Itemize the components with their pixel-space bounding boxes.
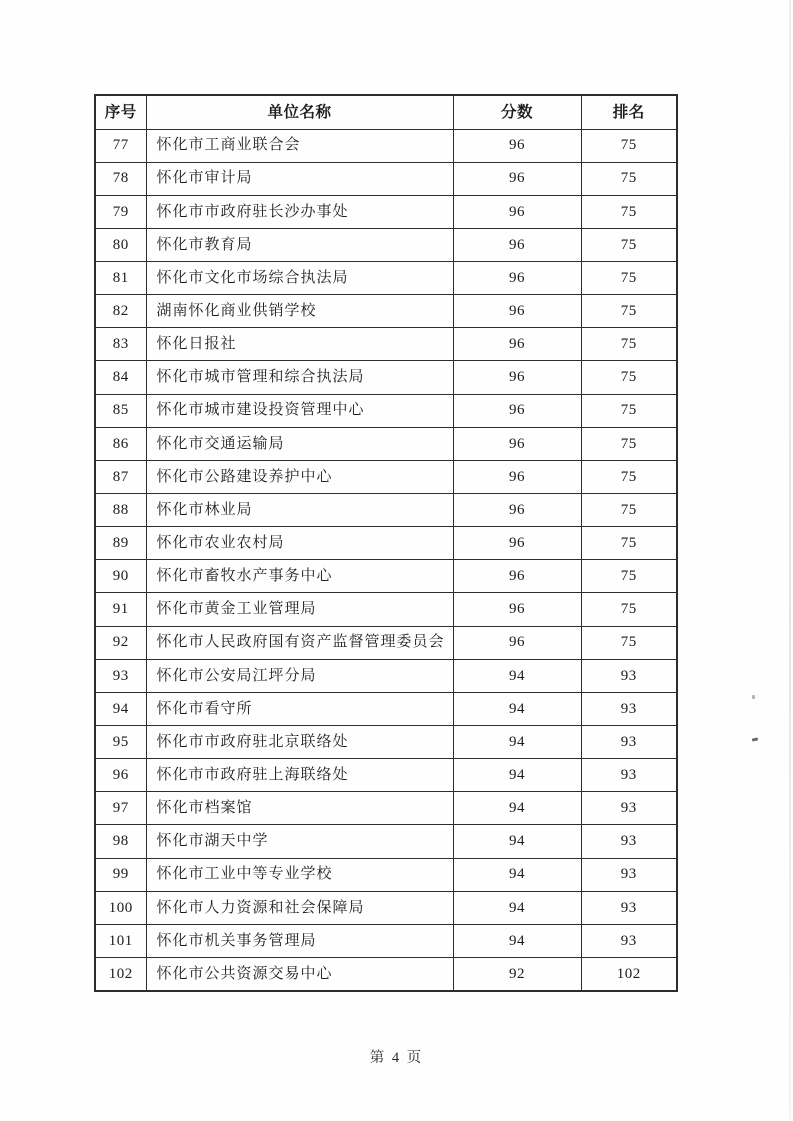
cell-rank: 75 — [581, 394, 677, 427]
col-header-score: 分数 — [453, 95, 581, 129]
cell-index: 85 — [95, 394, 146, 427]
table-row — [95, 494, 677, 527]
cell-unit-name: 怀化市市政府驻上海联络处 — [146, 759, 453, 792]
cell-index: 79 — [95, 195, 146, 228]
cell-index: 97 — [95, 792, 146, 825]
cell-index: 92 — [95, 626, 146, 659]
cell-rank: 75 — [581, 593, 677, 626]
cell-rank: 75 — [581, 427, 677, 460]
cell-unit-name: 怀化市审计局 — [146, 162, 453, 195]
cell-index: 78 — [95, 162, 146, 195]
cell-index: 100 — [95, 891, 146, 924]
cell-rank: 75 — [581, 129, 677, 162]
cell-score: 96 — [453, 427, 581, 460]
table-row — [95, 593, 677, 626]
cell-score: 94 — [453, 759, 581, 792]
cell-unit-name: 怀化市工商业联合会 — [146, 129, 453, 162]
table-row — [95, 361, 677, 394]
table-row — [95, 792, 677, 825]
cell-score: 96 — [453, 162, 581, 195]
cell-unit-name: 怀化市看守所 — [146, 692, 453, 725]
cell-rank: 93 — [581, 924, 677, 957]
cell-unit-name: 怀化市工业中等专业学校 — [146, 858, 453, 891]
cell-score: 96 — [453, 560, 581, 593]
cell-index: 90 — [95, 560, 146, 593]
cell-index: 98 — [95, 825, 146, 858]
cell-unit-name: 怀化市畜牧水产事务中心 — [146, 560, 453, 593]
cell-rank: 75 — [581, 195, 677, 228]
cell-rank: 75 — [581, 527, 677, 560]
cell-rank: 75 — [581, 626, 677, 659]
cell-score: 94 — [453, 692, 581, 725]
cell-unit-name: 怀化市市政府驻北京联络处 — [146, 726, 453, 759]
cell-index: 80 — [95, 228, 146, 261]
cell-unit-name: 怀化市公路建设养护中心 — [146, 460, 453, 493]
cell-score: 96 — [453, 195, 581, 228]
cell-index: 101 — [95, 924, 146, 957]
cell-index: 102 — [95, 958, 146, 991]
cell-rank: 75 — [581, 262, 677, 295]
cell-score: 96 — [453, 593, 581, 626]
cell-unit-name: 怀化市文化市场综合执法局 — [146, 262, 453, 295]
cell-unit-name: 怀化市交通运输局 — [146, 427, 453, 460]
cell-score: 96 — [453, 460, 581, 493]
cell-unit-name: 怀化市公安局江坪分局 — [146, 659, 453, 692]
cell-score: 94 — [453, 659, 581, 692]
cell-rank: 75 — [581, 361, 677, 394]
scan-edge-shadow — [789, 0, 791, 1121]
table-row — [95, 626, 677, 659]
cell-index: 88 — [95, 494, 146, 527]
table-row — [95, 129, 677, 162]
cell-unit-name: 怀化市公共资源交易中心 — [146, 958, 453, 991]
cell-score: 96 — [453, 262, 581, 295]
cell-unit-name: 怀化市人民政府国有资产监督管理委员会 — [146, 626, 453, 659]
ranking-table — [94, 94, 678, 992]
table-body — [95, 129, 677, 991]
cell-score: 94 — [453, 924, 581, 957]
cell-unit-name: 怀化市教育局 — [146, 228, 453, 261]
cell-unit-name: 怀化市机关事务管理局 — [146, 924, 453, 957]
cell-rank: 75 — [581, 560, 677, 593]
cell-unit-name: 怀化市林业局 — [146, 494, 453, 527]
cell-index: 89 — [95, 527, 146, 560]
cell-index: 82 — [95, 295, 146, 328]
cell-score: 96 — [453, 129, 581, 162]
col-header-index: 序号 — [95, 95, 146, 129]
cell-unit-name: 怀化日报社 — [146, 328, 453, 361]
table-row — [95, 527, 677, 560]
table-row — [95, 958, 677, 991]
cell-score: 96 — [453, 494, 581, 527]
cell-index: 87 — [95, 460, 146, 493]
cell-rank: 102 — [581, 958, 677, 991]
cell-rank: 93 — [581, 792, 677, 825]
cell-index: 91 — [95, 593, 146, 626]
cell-score: 94 — [453, 792, 581, 825]
cell-score: 92 — [453, 958, 581, 991]
cell-rank: 93 — [581, 692, 677, 725]
cell-unit-name: 怀化市城市管理和综合执法局 — [146, 361, 453, 394]
cell-index: 95 — [95, 726, 146, 759]
cell-score: 94 — [453, 891, 581, 924]
table-row — [95, 726, 677, 759]
cell-score: 96 — [453, 394, 581, 427]
cell-unit-name: 怀化市农业农村局 — [146, 527, 453, 560]
table-header-row — [95, 95, 677, 129]
cell-rank: 93 — [581, 759, 677, 792]
col-header-unit-name: 单位名称 — [146, 95, 453, 129]
cell-unit-name: 怀化市黄金工业管理局 — [146, 593, 453, 626]
cell-score: 96 — [453, 328, 581, 361]
cell-score: 96 — [453, 361, 581, 394]
cell-unit-name: 怀化市城市建设投资管理中心 — [146, 394, 453, 427]
cell-index: 84 — [95, 361, 146, 394]
cell-unit-name: 怀化市人力资源和社会保障局 — [146, 891, 453, 924]
cell-score: 94 — [453, 726, 581, 759]
cell-rank: 75 — [581, 228, 677, 261]
cell-index: 81 — [95, 262, 146, 295]
page-number: 第 4 页 — [369, 1050, 424, 1066]
cell-rank: 93 — [581, 891, 677, 924]
table-row — [95, 924, 677, 957]
table-row — [95, 262, 677, 295]
cell-score: 96 — [453, 295, 581, 328]
cell-index: 96 — [95, 759, 146, 792]
cell-rank: 75 — [581, 328, 677, 361]
table-row — [95, 460, 677, 493]
cell-unit-name: 怀化市湖天中学 — [146, 825, 453, 858]
cell-rank: 93 — [581, 659, 677, 692]
table-row — [95, 891, 677, 924]
table-row — [95, 394, 677, 427]
table-row — [95, 427, 677, 460]
cell-rank: 75 — [581, 162, 677, 195]
cell-score: 96 — [453, 527, 581, 560]
cell-index: 86 — [95, 427, 146, 460]
cell-rank: 93 — [581, 825, 677, 858]
cell-index: 94 — [95, 692, 146, 725]
cell-index: 77 — [95, 129, 146, 162]
table-row — [95, 328, 677, 361]
table-row — [95, 295, 677, 328]
table-row — [95, 825, 677, 858]
cell-rank: 75 — [581, 494, 677, 527]
table-row — [95, 692, 677, 725]
scan-speck — [752, 737, 758, 741]
cell-unit-name: 怀化市档案馆 — [146, 792, 453, 825]
cell-rank: 93 — [581, 726, 677, 759]
col-header-rank: 排名 — [581, 95, 677, 129]
cell-score: 94 — [453, 825, 581, 858]
table-row — [95, 195, 677, 228]
cell-index: 93 — [95, 659, 146, 692]
scan-speck — [752, 695, 755, 699]
cell-rank: 75 — [581, 460, 677, 493]
table-row — [95, 162, 677, 195]
cell-unit-name: 湖南怀化商业供销学校 — [146, 295, 453, 328]
cell-unit-name: 怀化市市政府驻长沙办事处 — [146, 195, 453, 228]
cell-rank: 93 — [581, 858, 677, 891]
cell-score: 96 — [453, 626, 581, 659]
cell-index: 99 — [95, 858, 146, 891]
table-row — [95, 659, 677, 692]
cell-rank: 75 — [581, 295, 677, 328]
table-row — [95, 759, 677, 792]
cell-score: 94 — [453, 858, 581, 891]
table-row — [95, 858, 677, 891]
table-row — [95, 228, 677, 261]
cell-score: 96 — [453, 228, 581, 261]
cell-index: 83 — [95, 328, 146, 361]
table-row — [95, 560, 677, 593]
